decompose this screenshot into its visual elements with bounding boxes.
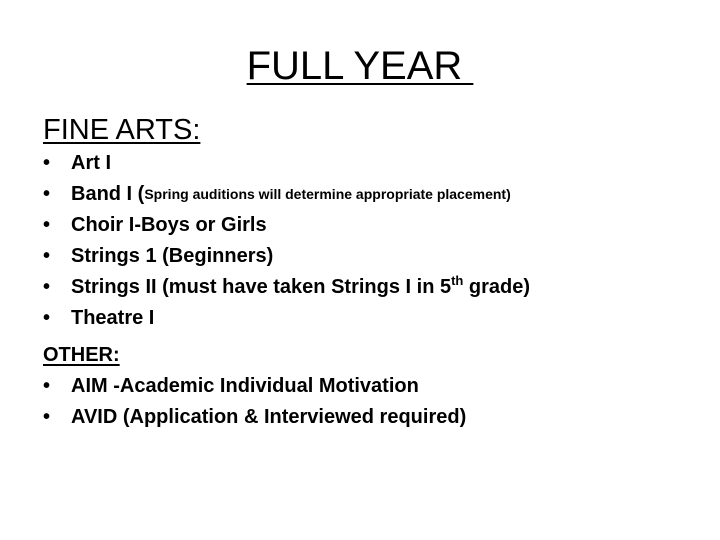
list-item-label: Choir I-Boys or Girls — [71, 214, 267, 236]
list-item-art — [43, 148, 530, 179]
bullet-icon: • — [43, 276, 51, 298]
bullet-icon: • — [43, 183, 51, 205]
list-item-strings-1 — [43, 241, 530, 272]
bullet-icon: • — [43, 245, 51, 267]
list-item-label: AVID (Application & Interviewed required) — [71, 406, 467, 428]
bullet-icon: • — [43, 406, 51, 428]
list-item-theatre — [43, 303, 530, 334]
list-item-label — [71, 272, 530, 303]
other-list — [43, 371, 466, 433]
list-item-strings-2 — [43, 272, 530, 303]
list-item-label: Theatre I — [71, 307, 155, 329]
list-item-aim — [43, 371, 466, 402]
list-item-label: Art I — [71, 152, 111, 174]
bullet-icon: • — [43, 152, 51, 174]
other-heading: OTHER: — [43, 344, 120, 366]
strings2-text-before: Strings II (must have taken Strings I in 5 — [71, 276, 452, 298]
bullet-icon: • — [43, 375, 51, 397]
band-placement-note: Spring auditions will determine appropriate placement) — [144, 186, 511, 202]
strings2-text-after: grade) — [463, 276, 531, 298]
fine-arts-heading: FINE ARTS: — [43, 114, 201, 146]
bullet-icon: • — [43, 214, 51, 236]
page-title: FULL YEAR — [246, 44, 474, 88]
list-item-label: Band I ( — [71, 183, 145, 205]
ordinal-superscript: th — [451, 273, 464, 288]
list-item-choir — [43, 210, 530, 241]
bullet-icon: • — [43, 307, 51, 329]
list-item-label: AIM -Academic Individual Motivation — [71, 375, 419, 397]
list-item-label: Strings 1 (Beginners) — [71, 245, 274, 267]
list-item-avid — [43, 402, 466, 433]
list-item-band — [43, 179, 530, 210]
fine-arts-list — [43, 148, 530, 334]
